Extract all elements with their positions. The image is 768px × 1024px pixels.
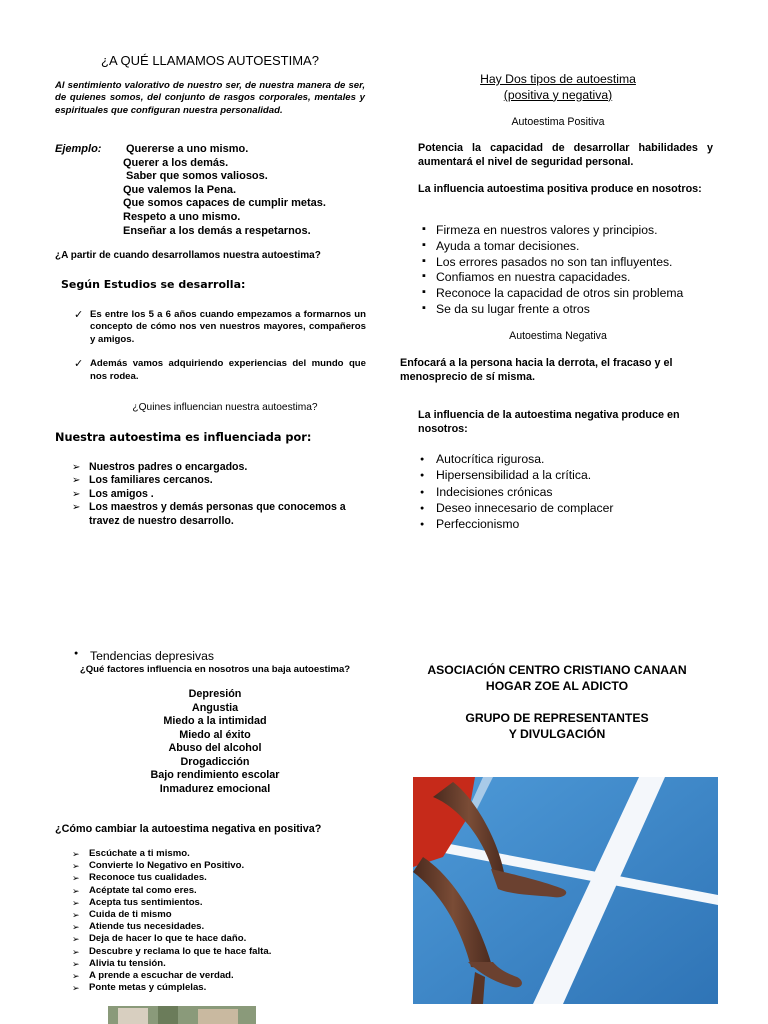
group-line2: Y DIVULGACIÓN <box>508 726 606 741</box>
step-item: ➢ Convierte lo Negativo en Positivo. <box>72 860 372 872</box>
step-item: ➢ Deja de hacer lo que te hace daño. <box>72 933 372 945</box>
step-item: ➢ Atiende tus necesidades. <box>72 921 372 933</box>
step-item: ➢ A prende a escuchar de verdad. <box>72 970 372 982</box>
step-item: ➢ Acepta tus sentimientos. <box>72 897 372 909</box>
check-item: ✓ Además vamos adquiriendo experiencias del mundo que nos rodea. <box>74 358 366 383</box>
example-label: Ejemplo: <box>55 143 102 155</box>
types-title-line1: Hay Dos tipos de autoestima <box>480 72 636 86</box>
tendencias-item: ● Tendencias depresivas <box>72 649 372 663</box>
low-esteem-causes <box>55 688 375 796</box>
definition-paragraph: Al sentimiento valorativo de nuestro ser, de nuestra manera de ser, de quienes somos, del conjunto de rasgos corporales, mentales y espirituales que configuran nuestra personalidad. <box>55 80 365 116</box>
bottom-photo-image <box>108 1006 256 1024</box>
cause-item: Angustia <box>191 701 239 714</box>
example-item: Querer a los demás. <box>123 156 229 169</box>
types-title-line2: (positiva y negativa) <box>503 87 613 102</box>
cause-item: Drogadicción <box>180 755 250 768</box>
cause-item: Inmadurez emocional <box>159 782 271 795</box>
influencer-item: ➢ Nuestros padres o encargados. <box>72 461 372 474</box>
influencer-item: ➢ Los maestros y demás personas que conocemos a travez de nuestro desarrollo. <box>72 501 372 528</box>
main-title: ¿A QUÉ LLAMAMOS AUTOESTIMA? <box>101 53 319 68</box>
example-item: Saber que somos valiosos. <box>126 170 268 183</box>
negative-item: ● Indecisiones crónicas <box>418 484 738 500</box>
step-item: ➢ Acéptate tal como eres. <box>72 885 372 897</box>
step-item: ➢ Escúchate a ti mismo. <box>72 848 372 860</box>
question-low-esteem: ¿Qué factores influencia en nosotros una baja autoestima? <box>79 664 351 675</box>
negative-heading: Autoestima Negativa <box>509 330 607 342</box>
negative-influence-intro: La influencia de la autoestima negativa produce en nosotros: <box>418 409 680 435</box>
influencer-item: ➢ Los amigos . <box>72 488 372 501</box>
positive-item: ▪ Reconoce la capacidad de otros sin problema <box>418 286 738 302</box>
influencers-list <box>72 461 372 528</box>
check-item: ✓ Es entre los 5 a 6 años cuando empezamos a formarnos un concepto de cómo nos ven nuestros mayores, compañeros y amigos. <box>74 309 366 346</box>
negative-item: ● Hipersensibilidad a la crítica. <box>418 467 738 483</box>
types-title <box>440 72 676 103</box>
question-influence: ¿Quines influencian nuestra autoestima? <box>132 402 318 413</box>
runner-photo <box>413 777 718 1004</box>
change-steps-list <box>72 848 372 994</box>
step-item: ➢ Alivia tu tensión. <box>72 958 372 970</box>
example-list <box>123 143 365 238</box>
organization-name <box>392 663 722 694</box>
org-line2: HOGAR ZOE AL ADICTO <box>485 678 629 693</box>
negative-item: ● Perfeccionismo <box>418 516 738 532</box>
positive-effects-list <box>418 223 738 318</box>
cause-item: Bajo rendimiento escolar <box>150 769 280 781</box>
negative-item: ● Deseo innecesario de complacer <box>418 500 738 516</box>
runner-illustration <box>413 777 718 1004</box>
positive-item: ▪ Firmeza en nuestros valores y principios. <box>418 223 738 239</box>
influenced-heading: Nuestra autoestima es influenciada por: <box>55 431 312 444</box>
group-line1: GRUPO DE REPRESENTANTES <box>465 711 649 725</box>
tendencias-list <box>72 649 372 663</box>
step-item: ➢ Reconoce tus cualidades. <box>72 872 372 884</box>
positive-influence-intro: La influencia autoestima positiva produce en nosotros: <box>418 183 702 195</box>
cause-item: Depresión <box>188 688 242 700</box>
development-checklist <box>74 309 366 395</box>
negative-item: ● Autocrítica rigurosa. <box>418 451 738 467</box>
example-item: Enseñar a los demás a respetarnos. <box>123 224 311 237</box>
bottom-photo <box>108 1006 256 1024</box>
step-item: ➢ Cuida de ti mismo <box>72 909 372 921</box>
cause-item: Miedo a la intimidad <box>163 715 267 727</box>
negative-effects-list <box>418 451 738 532</box>
negative-paragraph: Enfocará a la persona hacia la derrota, el fracaso y el menosprecio de sí misma. <box>400 357 673 383</box>
examples-block <box>55 143 365 238</box>
positive-item: ▪ Ayuda a tomar decisiones. <box>418 239 738 255</box>
positive-item: ▪ Confiamos en nuestra capacidades. <box>418 270 738 286</box>
example-item: Quererse a uno mismo. <box>126 143 249 155</box>
example-item: Que somos capaces de cumplir metas. <box>123 197 326 210</box>
step-item: ➢ Descubre y reclama lo que te hace falta. <box>72 946 372 958</box>
example-item: Respeto a uno mismo. <box>123 210 241 223</box>
positive-heading: Autoestima Positiva <box>511 116 605 128</box>
group-name <box>392 711 722 742</box>
example-item: Que valemos la Pena. <box>123 183 237 196</box>
cause-item: Miedo al éxito <box>179 728 251 741</box>
positive-item: ▪ Se da su lugar frente a otros <box>418 302 738 318</box>
question-develop: ¿A partir de cuando desarrollamos nuestra autoestima? <box>55 250 321 261</box>
positive-paragraph: Potencia la capacidad de desarrollar habilidades y aumentará el nivel de seguridad personal. <box>418 142 713 168</box>
question-change: ¿Cómo cambiar la autoestima negativa en positiva? <box>55 823 322 835</box>
step-item: ➢ Ponte metas y cúmplelas. <box>72 982 372 994</box>
cause-item: Abuso del alcohol <box>168 742 262 754</box>
positive-item: ▪ Los errores pasados no son tan influyentes. <box>418 255 738 271</box>
segun-heading: Según Estudios se desarrolla: <box>61 278 246 291</box>
org-line1: ASOCIACIÓN CENTRO CRISTIANO CANAAN <box>427 663 687 677</box>
influencer-item: ➢ Los familiares cercanos. <box>72 474 372 487</box>
